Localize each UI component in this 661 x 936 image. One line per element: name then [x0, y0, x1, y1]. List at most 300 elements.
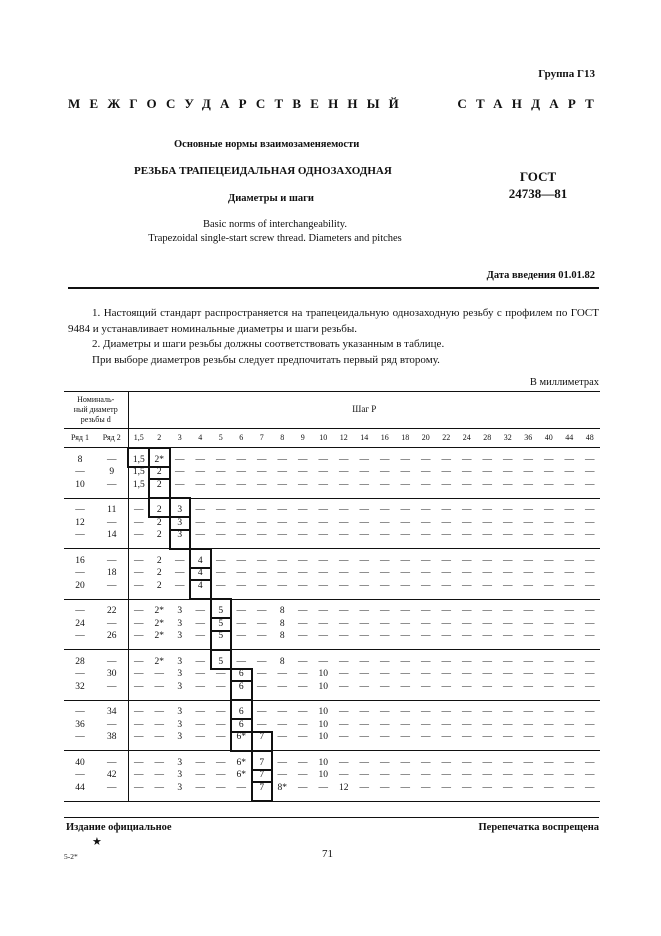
- pitch-cell: —: [298, 707, 308, 717]
- pitch-column-header: 24: [457, 429, 478, 448]
- pitch-cell: —: [400, 770, 410, 780]
- pitch-cell: —: [236, 568, 246, 578]
- pitch-cell: —: [523, 618, 533, 629]
- pitch-cell: —: [585, 757, 595, 768]
- pitch-cell: —: [339, 517, 349, 528]
- pitch-cell: —: [564, 707, 574, 717]
- pitch-cell: —: [216, 454, 226, 465]
- pitch-cell: —: [564, 606, 574, 616]
- pitch-cell: 2: [149, 479, 170, 498]
- pitch-column-header: 36: [518, 429, 539, 448]
- pitch-cell: 1,5: [128, 467, 149, 480]
- pitch-cell: —: [585, 454, 595, 465]
- star-icon: ★: [92, 836, 102, 848]
- pitch-cell: —: [175, 555, 185, 566]
- pitch-cell: —: [482, 707, 492, 717]
- pitch-cell: —: [252, 580, 273, 599]
- pitch-cell: —: [462, 568, 472, 578]
- pitch-cell: —: [441, 669, 451, 679]
- pitch-cell: —: [441, 517, 451, 528]
- pitch-cell: —: [380, 669, 390, 679]
- pitch-cell: —: [523, 707, 533, 717]
- pitch-cell: —: [354, 479, 375, 498]
- row-1-header: Ряд 1: [64, 429, 96, 448]
- pitch-cell: —: [195, 467, 205, 477]
- pitch-cell: 6*: [231, 732, 252, 751]
- pitch-cell: —: [211, 580, 232, 599]
- pitch-cell: —: [585, 719, 595, 730]
- pitch-cell: —: [400, 669, 410, 679]
- pitch-column-header: 8: [272, 429, 293, 448]
- pitch-cell: —: [441, 618, 451, 629]
- pitch-cell: —: [380, 656, 390, 667]
- pitch-cell: —: [170, 580, 191, 599]
- pitch-cell: —: [564, 467, 574, 477]
- table-row: [64, 479, 600, 498]
- pitch-cell: —: [298, 467, 308, 477]
- pitch-cell: —: [544, 770, 554, 780]
- pitch-column-header: 9: [293, 429, 314, 448]
- pitch-cell: —: [580, 631, 601, 650]
- pitch-cell: 10: [318, 770, 328, 780]
- pitch-cell: —: [128, 631, 149, 650]
- pitch-cell: —: [257, 618, 267, 629]
- gost-number: 24738—81: [508, 186, 568, 201]
- pitch-column-header: 1,5: [128, 429, 149, 448]
- pitch-cell: —: [339, 669, 349, 679]
- pitch-cell: —: [375, 479, 396, 498]
- pitch-cell: —: [400, 568, 410, 578]
- pitch-cell: 3: [170, 681, 191, 700]
- paragraph-1: 1. Настоящий стандарт распространяется на трапецеидальную однозаходную резьбу с профилем по ГОСТ 9484 и устанавливает номинальные диаметры и шаги резьбы.: [68, 307, 599, 335]
- pitch-column-header: 6: [231, 429, 252, 448]
- table-row: [64, 580, 600, 599]
- row-2-diameter-cell: —: [96, 479, 128, 498]
- pitch-cell: —: [339, 770, 349, 780]
- table-row: [64, 732, 600, 751]
- pitch-cell: 8: [279, 606, 285, 616]
- pitch-cell: —: [128, 700, 149, 719]
- pitch-cell: —: [272, 681, 293, 700]
- pitch-cell: —: [257, 454, 267, 465]
- pitch-cell: 5: [211, 599, 232, 618]
- pitch-cell: —: [400, 454, 410, 465]
- pitch-cell: —: [482, 505, 492, 515]
- pitch-cell: —: [334, 530, 355, 549]
- pitch-cell: —: [154, 770, 164, 780]
- pitch-cell: 2: [149, 498, 170, 517]
- pitch-cell: —: [436, 580, 457, 599]
- pitch-cell: —: [375, 580, 396, 599]
- pitch-cell: —: [128, 681, 149, 700]
- pitch-cell: —: [395, 681, 416, 700]
- diameters-pitches-table: [64, 391, 600, 802]
- pitch-cell: —: [236, 555, 246, 566]
- pitch-cell: —: [257, 505, 267, 515]
- pitch-cell: —: [416, 631, 437, 650]
- pitch-cell: —: [216, 517, 226, 528]
- pitch-cell: —: [498, 631, 519, 650]
- pitch-cell: 1,5: [128, 479, 149, 498]
- pitch-cell: —: [195, 517, 205, 528]
- pitch-cell: —: [482, 669, 492, 679]
- pitch-cell: —: [421, 707, 431, 717]
- row-1-diameter-cell: 8: [77, 454, 83, 465]
- pitch-cell: —: [523, 454, 533, 465]
- pitch-cell: —: [400, 719, 410, 730]
- pitch-cell: —: [359, 467, 369, 477]
- header-rule: [68, 287, 599, 289]
- pitch-cell: —: [128, 650, 149, 669]
- pitch-cell: —: [544, 467, 554, 477]
- row-1-diameter-cell: 28: [75, 656, 85, 667]
- pitch-column-header: 20: [416, 429, 437, 448]
- pitch-cell: —: [395, 732, 416, 751]
- pitch-cell: 2: [156, 555, 162, 566]
- table-row: [64, 782, 600, 801]
- row-2-diameter-cell: —: [107, 719, 117, 730]
- pitch-cell: —: [544, 618, 554, 629]
- pitch-cell: —: [544, 707, 554, 717]
- gost-label: ГОСТ: [519, 169, 557, 184]
- pitch-cell: —: [482, 719, 492, 730]
- introduction-date: Дата введения 01.01.82: [486, 270, 595, 281]
- pitch-cell: —: [482, 555, 492, 566]
- pitch-cell: —: [498, 732, 519, 751]
- pitch-cell: —: [318, 656, 328, 667]
- pitch-cell: —: [462, 467, 472, 477]
- pitch-cell: —: [518, 479, 539, 498]
- pitch-cell: —: [128, 782, 149, 801]
- pitch-cell: —: [175, 568, 185, 578]
- pitch-cell: —: [375, 782, 396, 801]
- pitch-cell: —: [400, 656, 410, 667]
- pitch-column-header: 48: [580, 429, 601, 448]
- pitch-cell: —: [564, 568, 574, 578]
- pitch-cell: —: [457, 631, 478, 650]
- pitch-cell: —: [236, 505, 246, 515]
- pitch-cell: —: [211, 782, 232, 801]
- pitch-cell: —: [298, 656, 308, 667]
- pitch-cell: —: [298, 505, 308, 515]
- pitch-cell: —: [518, 631, 539, 650]
- pitch-cell: —: [544, 757, 554, 768]
- pitch-cell: —: [477, 631, 498, 650]
- pitch-cell: —: [293, 530, 314, 549]
- pitch-cell: —: [498, 782, 519, 801]
- pitch-cell: —: [503, 707, 513, 717]
- standard-banner: [68, 96, 603, 114]
- pitch-cell: 3: [177, 757, 183, 768]
- pitch-cell: 3: [170, 530, 191, 549]
- pitch-cell: —: [257, 568, 267, 578]
- pitch-cell: —: [216, 568, 226, 578]
- pitch-cell: —: [154, 757, 164, 768]
- pitch-cell: 7: [252, 770, 273, 783]
- pitch-cell: —: [334, 681, 355, 700]
- pitch-cell: 2*: [154, 618, 164, 629]
- pitch-cell: 7: [252, 751, 273, 770]
- row-1-diameter-cell: —: [75, 606, 85, 616]
- pitch-column-header: 10: [313, 429, 334, 448]
- pitch-cell: —: [441, 467, 451, 477]
- pitch-cell: —: [190, 782, 211, 801]
- pitch-cell: —: [277, 707, 287, 717]
- pitch-cell: —: [128, 568, 149, 581]
- pitch-cell: —: [585, 618, 595, 629]
- pitch-cell: —: [462, 618, 472, 629]
- pitch-cell: —: [128, 719, 149, 732]
- official-edition: Издание официальное: [66, 822, 172, 833]
- pitch-cell: 3: [170, 498, 191, 517]
- pitch-cell: —: [503, 656, 513, 667]
- row-1-diameter-cell: 40: [75, 757, 85, 768]
- pitch-cell: —: [462, 454, 472, 465]
- pitch-cell: —: [375, 732, 396, 751]
- pitch-cell: —: [523, 719, 533, 730]
- pitch-cell: —: [231, 782, 252, 801]
- table-row: [64, 669, 600, 682]
- pitch-cell: 3: [177, 669, 183, 679]
- pitch-cell: —: [395, 530, 416, 549]
- pitch-cell: —: [482, 568, 492, 578]
- pitch-cell: —: [416, 479, 437, 498]
- pitch-cell: —: [195, 618, 205, 629]
- pitch-cell: —: [318, 517, 328, 528]
- pitch-cell: —: [293, 631, 314, 650]
- pitch-cell: —: [503, 669, 513, 679]
- pitch-cell: —: [334, 631, 355, 650]
- pitch-cell: —: [523, 555, 533, 566]
- pitch-column-header: 2: [149, 429, 170, 448]
- pitch-cell: —: [211, 732, 232, 751]
- pitch-cell: 1,5: [128, 448, 149, 467]
- pitch-header: Шаг P: [128, 392, 600, 429]
- pitch-cell: —: [128, 669, 149, 682]
- pitch-cell: 3: [177, 707, 183, 717]
- table-row: [64, 700, 600, 719]
- pitch-cell: —: [462, 707, 472, 717]
- pitch-cell: —: [380, 555, 390, 566]
- pitch-column-header: 14: [354, 429, 375, 448]
- row-2-diameter-cell: —: [96, 580, 128, 599]
- pitch-cell: —: [334, 479, 355, 498]
- pitch-cell: —: [359, 454, 369, 465]
- pitch-cell: —: [544, 656, 554, 667]
- pitch-column-header: 18: [395, 429, 416, 448]
- pitch-cell: —: [190, 681, 211, 700]
- pitch-cell: 4: [190, 568, 211, 581]
- pitch-cell: 3: [170, 782, 191, 801]
- pitch-cell: —: [339, 568, 349, 578]
- pitch-cell: —: [216, 555, 226, 566]
- pitch-cell: —: [334, 580, 355, 599]
- pitch-cell: —: [257, 656, 267, 667]
- pitch-cell: —: [195, 669, 205, 679]
- english-title: [120, 218, 430, 246]
- table-row: [64, 631, 600, 650]
- pitch-cell: —: [523, 669, 533, 679]
- pitch-cell: —: [523, 656, 533, 667]
- pitch-cell: —: [503, 454, 513, 465]
- pitch-cell: —: [211, 681, 232, 700]
- pitch-cell: —: [523, 568, 533, 578]
- row-1-diameter-cell: 44: [64, 782, 96, 801]
- pitch-cell: —: [293, 782, 314, 801]
- pitch-cell: —: [462, 606, 472, 616]
- pitch-cell: —: [564, 618, 574, 629]
- pitch-cell: —: [539, 782, 560, 801]
- pitch-cell: —: [457, 681, 478, 700]
- row-2-diameter-cell: 30: [107, 669, 117, 679]
- pitch-cell: —: [559, 631, 580, 650]
- pitch-cell: —: [395, 580, 416, 599]
- pitch-cell: —: [421, 669, 431, 679]
- pitch-cell: 7: [252, 782, 273, 801]
- pitch-cell: —: [421, 555, 431, 566]
- pitch-cell: —: [257, 606, 267, 616]
- pitch-cell: —: [128, 751, 149, 770]
- pitch-cell: —: [339, 454, 349, 465]
- pitch-cell: —: [339, 606, 349, 616]
- pitch-cell: —: [211, 479, 232, 498]
- pitch-column-header: 3: [170, 429, 191, 448]
- pitch-cell: —: [154, 707, 164, 717]
- pitch-cell: —: [277, 770, 287, 780]
- pitch-cell: —: [339, 656, 349, 667]
- row-1-diameter-cell: 32: [64, 681, 96, 700]
- pitch-cell: —: [457, 530, 478, 549]
- reprint-prohibited: Перепечатка воспрещена: [478, 822, 599, 833]
- pitch-cell: —: [359, 707, 369, 717]
- pitch-cell: —: [149, 782, 170, 801]
- pitch-cell: —: [564, 757, 574, 768]
- pitch-cell: —: [318, 467, 328, 477]
- pitch-cell: —: [216, 707, 226, 717]
- table-row: [64, 681, 600, 700]
- pitch-cell: —: [580, 479, 601, 498]
- pitch-cell: —: [277, 568, 287, 578]
- pitch-cell: —: [436, 631, 457, 650]
- table-row: [64, 448, 600, 467]
- pitch-cell: —: [395, 479, 416, 498]
- pitch-cell: —: [318, 505, 328, 515]
- pitch-cell: —: [128, 498, 149, 517]
- pitch-cell: —: [298, 669, 308, 679]
- row-1-diameter-cell: —: [75, 568, 85, 578]
- pitch-cell: —: [375, 530, 396, 549]
- pitch-cell: —: [539, 580, 560, 599]
- pitch-column-header: 32: [498, 429, 519, 448]
- pitch-cell: —: [128, 530, 149, 549]
- pitch-cell: —: [380, 618, 390, 629]
- pitch-cell: —: [318, 618, 328, 629]
- pitch-column-header: 22: [436, 429, 457, 448]
- pitch-cell: —: [216, 505, 226, 515]
- pitch-cell: —: [293, 732, 314, 751]
- pitch-cell: —: [457, 479, 478, 498]
- pitch-cell: —: [128, 517, 149, 530]
- row-1-diameter-cell: —: [64, 732, 96, 751]
- pitch-cell: 10: [313, 681, 334, 700]
- pitch-cell: —: [518, 782, 539, 801]
- pitch-cell: —: [416, 732, 437, 751]
- pitch-cell: —: [539, 479, 560, 498]
- pitch-cell: —: [298, 757, 308, 768]
- row-1-diameter-cell: 36: [75, 719, 85, 730]
- pitch-cell: —: [580, 782, 601, 801]
- pitch-cell: —: [559, 479, 580, 498]
- pitch-cell: —: [585, 707, 595, 717]
- pitch-cell: —: [544, 568, 554, 578]
- pitch-cell: —: [298, 555, 308, 566]
- pitch-cell: —: [359, 669, 369, 679]
- pitch-column-header: 16: [375, 429, 396, 448]
- table-row: [64, 599, 600, 618]
- pitch-cell: —: [236, 454, 246, 465]
- pitch-cell: —: [503, 770, 513, 780]
- pitch-cell: —: [503, 505, 513, 515]
- pitch-cell: —: [544, 517, 554, 528]
- pitch-cell: —: [421, 517, 431, 528]
- pitch-cell: —: [293, 580, 314, 599]
- pitch-cell: —: [436, 530, 457, 549]
- pitch-cell: —: [359, 505, 369, 515]
- pitch-cell: —: [400, 467, 410, 477]
- pitch-cell: —: [252, 530, 273, 549]
- pitch-cell: —: [354, 631, 375, 650]
- pitch-cell: —: [477, 530, 498, 549]
- pitch-cell: —: [539, 631, 560, 650]
- pitch-cell: 8*: [272, 782, 293, 801]
- pitch-cell: —: [457, 732, 478, 751]
- pitch-cell: —: [585, 606, 595, 616]
- pitch-cell: —: [477, 479, 498, 498]
- pitch-cell: —: [564, 669, 574, 679]
- pitch-cell: —: [252, 479, 273, 498]
- nominal-diameter-header: Номиналь- ный диаметр резьбы d: [73, 395, 118, 424]
- pitch-cell: —: [441, 505, 451, 515]
- pitch-cell: —: [195, 606, 205, 616]
- pitch-cell: —: [380, 467, 390, 477]
- pitch-cell: —: [170, 479, 191, 498]
- pitch-cell: —: [544, 669, 554, 679]
- pitch-cell: —: [277, 467, 287, 477]
- pitch-cell: —: [503, 606, 513, 616]
- pitch-cell: —: [477, 732, 498, 751]
- pitch-cell: —: [585, 568, 595, 578]
- pitch-cell: —: [498, 580, 519, 599]
- pitch-cell: —: [585, 517, 595, 528]
- pitch-cell: —: [416, 580, 437, 599]
- pitch-cell: —: [298, 770, 308, 780]
- pitch-cell: —: [339, 707, 349, 717]
- pitch-cell: —: [272, 530, 293, 549]
- pitch-cell: —: [257, 517, 267, 528]
- table-row: [64, 568, 600, 581]
- pitch-cell: —: [544, 555, 554, 566]
- pitch-cell: —: [380, 606, 390, 616]
- pitch-cell: —: [482, 467, 492, 477]
- pitch-cell: 2*: [154, 606, 164, 616]
- pitch-cell: —: [539, 530, 560, 549]
- pitch-cell: —: [585, 770, 595, 780]
- pitch-cell: —: [380, 757, 390, 768]
- pitch-cell: 2: [149, 530, 170, 549]
- pitch-cell: —: [354, 681, 375, 700]
- pitch-cell: —: [421, 454, 431, 465]
- pitch-cell: —: [272, 479, 293, 498]
